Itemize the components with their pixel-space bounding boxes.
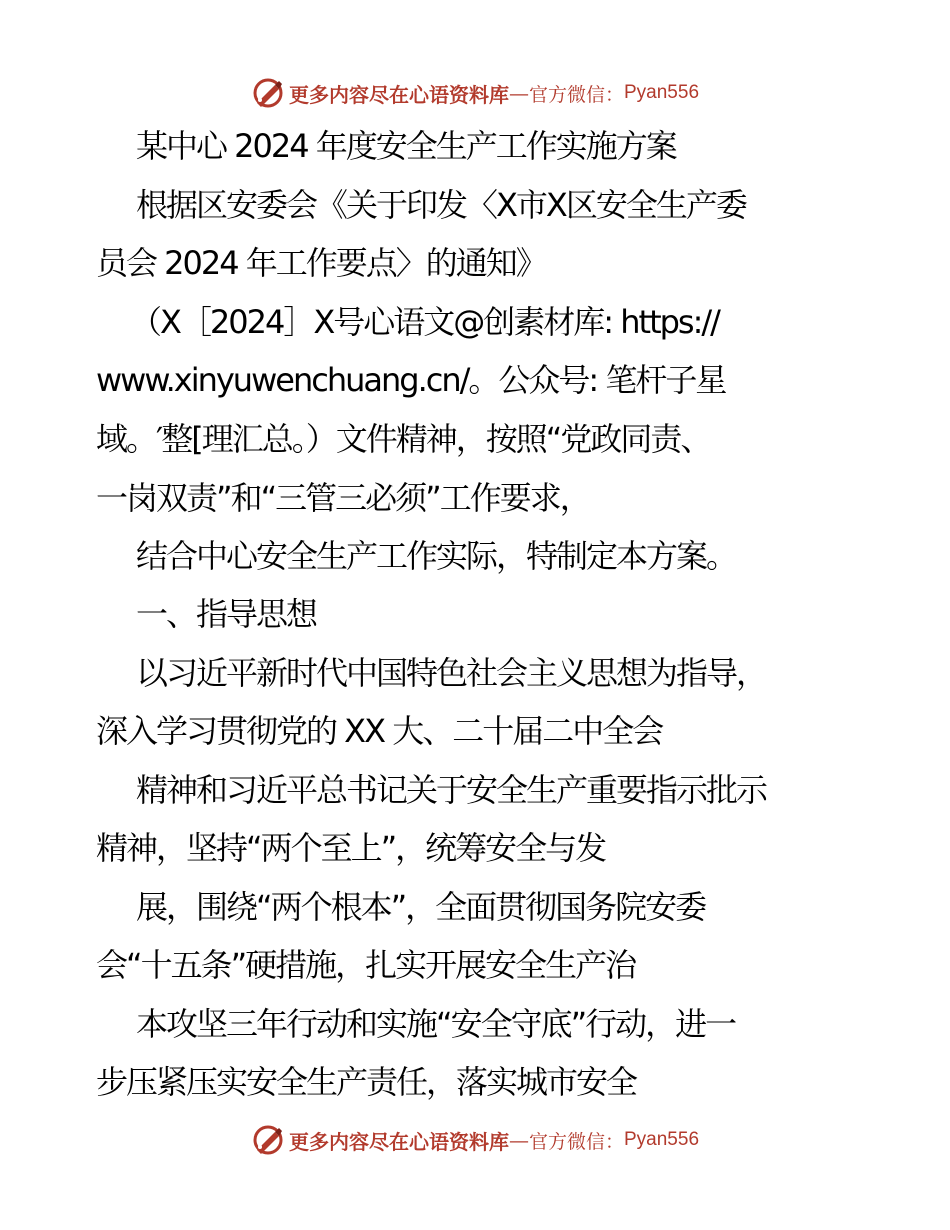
paragraph-line: 深入学习贯彻党的 XX 大、二十届二中全会 <box>96 712 663 750</box>
watermark-contact-label: 官方微信： <box>528 83 624 106</box>
footer-watermark <box>0 1117 950 1163</box>
watermark-separator: — <box>508 81 529 105</box>
paragraph-line: 一岗双责”和“三管三必须”工作要求， <box>96 479 590 517</box>
section-heading: 一、指导思想 <box>136 595 317 633</box>
paragraph-line: （X［2024］X号心语文@创素材库: https:// <box>130 303 719 341</box>
document-title: 某中心 2024 年度安全生产工作实施方案 <box>136 127 676 165</box>
watermark-text: 更多内容尽在心语资料库 <box>288 1129 509 1154</box>
watermark-separator: — <box>508 1128 529 1152</box>
watermark-text: 更多内容尽在心语资料库 <box>288 82 509 107</box>
paragraph-line: 会“十五条”硬措施，扎实开展安全生产治 <box>96 946 636 984</box>
watermark-contact-id: Pyan556 <box>624 82 700 103</box>
pen-logo-icon <box>251 76 285 110</box>
paragraph-line: 展，围绕“两个根本”，全面贯彻国务院安委 <box>136 888 706 926</box>
paragraph-line: 根据区安委会《关于印发〈X市X区安全生产委 <box>136 186 746 224</box>
paragraph-line: 本攻坚三年行动和实施“安全守底”行动，进一 <box>136 1005 736 1043</box>
watermark-contact-label: 官方微信： <box>528 1130 624 1153</box>
paragraph-line: www.xinyuwenchuang.cn/。公众号: 笔杆子星 <box>96 361 726 399</box>
watermark-contact-id: Pyan556 <box>624 1129 700 1150</box>
paragraph-line: 精神和习近平总书记关于安全生产重要指示批示 <box>136 771 767 809</box>
paragraph-line: 步压紧压实安全生产责任，落实城市安全 <box>96 1063 637 1101</box>
pen-logo-icon <box>251 1123 285 1157</box>
paragraph-line: 以习近平新时代中国特色社会主义思想为指导， <box>136 654 767 692</box>
paragraph-line: 结合中心安全生产工作实际，特制定本方案。 <box>136 537 737 575</box>
header-watermark <box>0 70 950 116</box>
paragraph-line: 员会 2024 年工作要点〉的通知》 <box>96 244 546 282</box>
paragraph-line: 精神，坚持“两个至上”，统筹安全与发 <box>96 829 606 867</box>
paragraph-line: 域。′整[理汇总。）文件精神，按照“党政同责、 <box>96 420 711 458</box>
